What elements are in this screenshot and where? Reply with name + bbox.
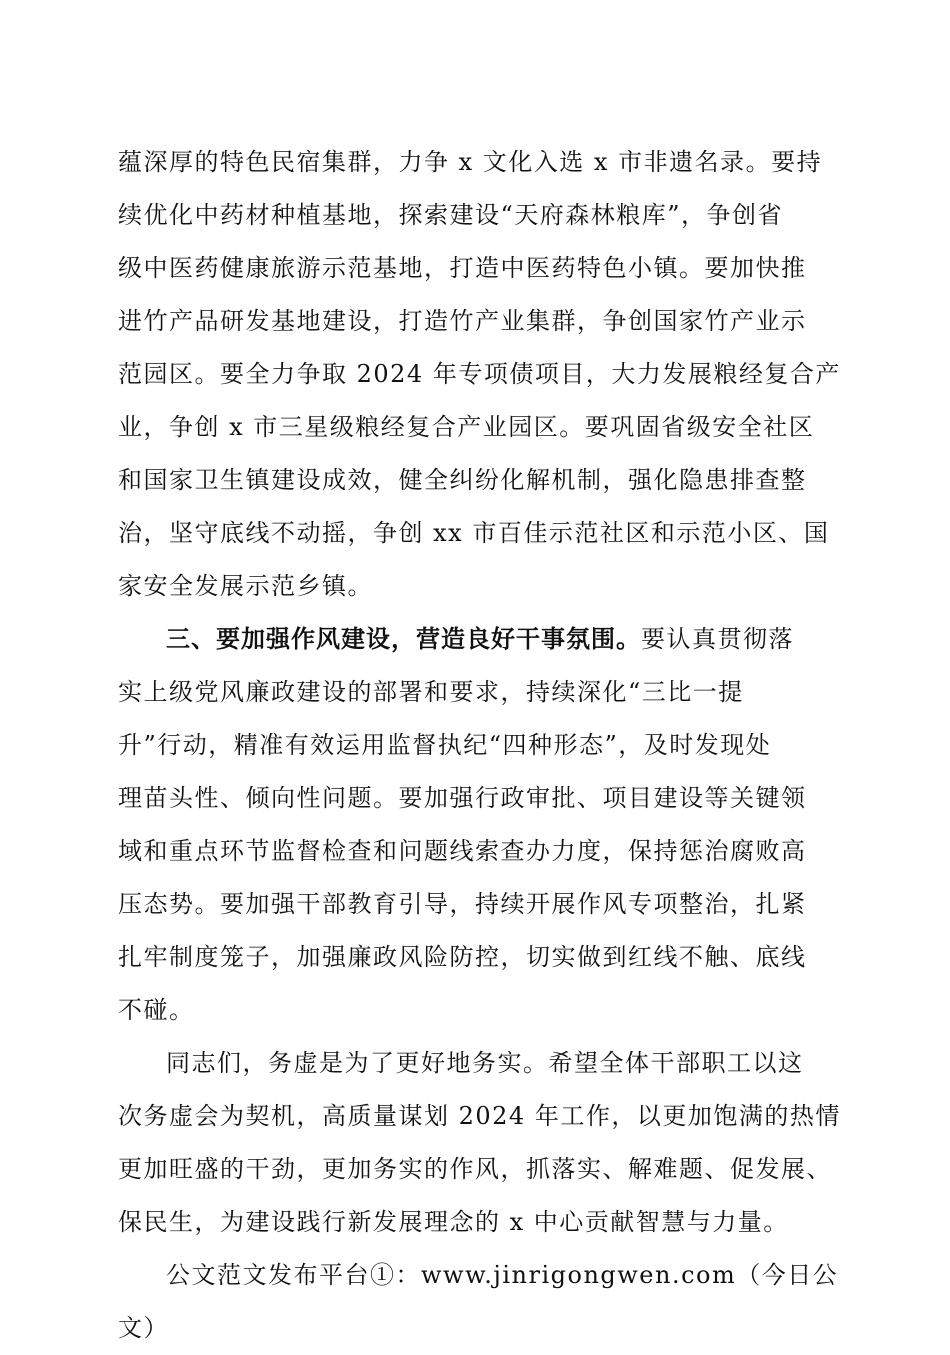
section-heading: 三、要加强作风建设，营造良好干事氛围。 xyxy=(166,625,641,653)
paragraph-source-note xyxy=(118,1249,839,1355)
text-line: 升”行动，精准有效运用监督执纪“四种形态”，及时发现处 xyxy=(118,731,772,759)
text-line: 公文范文发布平台①：www.jinrigongwen.com（今日公 xyxy=(166,1261,839,1289)
text-line: 进竹产品研发基地建设，打造竹产业集群，争创国家竹产业示 xyxy=(118,307,807,335)
text-line: 业，争创 x 市三星级粮经复合产业园区。要巩固省级安全社区 xyxy=(118,413,815,441)
text-line: 次务虚会为契机，高质量谋划 2024 年工作，以更加饱满的热情 xyxy=(118,1102,841,1130)
paragraph-closing xyxy=(118,1037,841,1249)
text-line: 扎牢制度笼子，加强廉政风险防控，切实做到红线不触、底线 xyxy=(118,943,807,971)
text-line: 不碰。 xyxy=(118,996,195,1024)
paragraph-section-three xyxy=(118,613,830,1037)
text-line: 续优化中药材种植基地，探索建设“天府森林粮库”，争创省 xyxy=(118,201,784,229)
text-line xyxy=(118,613,830,666)
text-line: 理苗头性、倾向性问题。要加强行政审批、项目建设等关键领 xyxy=(118,784,807,812)
section-heading-continuation: 要认真贯彻落 xyxy=(641,625,794,653)
paragraph-rural-development xyxy=(118,136,841,613)
document-body xyxy=(118,136,841,1355)
text-line: 保民生，为建设践行新发展理念的 x 中心贡献智慧与力量。 xyxy=(118,1208,789,1236)
text-line: 和国家卫生镇建设成效，健全纠纷化解机制，强化隐患排查整 xyxy=(118,466,807,494)
text-line: 范园区。要全力争取 2024 年专项债项目，大力发展粮经复合产 xyxy=(118,360,841,388)
text-line: 蕴深厚的特色民宿集群，力争 x 文化入选 x 市非遗名录。要持 xyxy=(118,148,823,176)
text-line: 家安全发展示范乡镇。 xyxy=(118,572,373,600)
text-line: 实上级党风廉政建设的部署和要求，持续深化“三比一提 xyxy=(118,678,744,706)
text-line: 治，坚守底线不动摇，争创 xx 市百佳示范社区和示范小区、国 xyxy=(118,519,830,547)
text-line: 域和重点环节监督检查和问题线索查办力度，保持惩治腐败高 xyxy=(118,837,807,865)
text-line: 同志们，务虚是为了更好地务实。希望全体干部职工以这 xyxy=(166,1049,804,1077)
text-line: 更加旺盛的干劲，更加务实的作风，抓落实、解难题、促发展、 xyxy=(118,1155,832,1183)
text-line: 文） xyxy=(118,1314,169,1342)
text-line: 级中医药健康旅游示范基地，打造中医药特色小镇。要加快推 xyxy=(118,254,807,282)
text-line: 压态势。要加强干部教育引导，持续开展作风专项整治，扎紧 xyxy=(118,890,807,918)
